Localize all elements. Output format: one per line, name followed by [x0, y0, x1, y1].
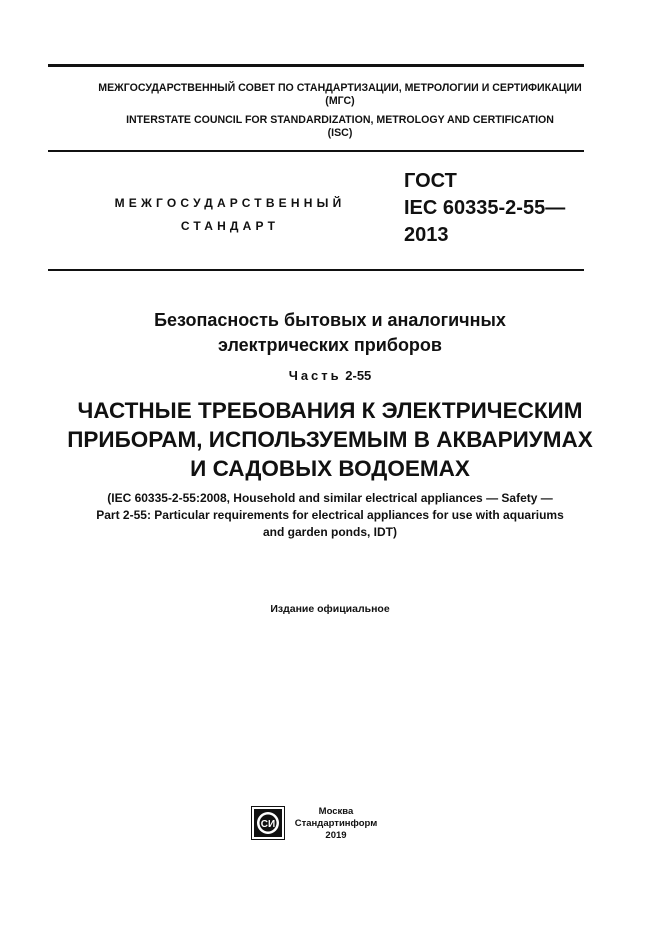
council-en-line2: (ISC) [327, 127, 353, 139]
part-heading [20, 368, 640, 383]
publisher-year: 2019 [325, 830, 347, 841]
logo-text: СИ [260, 819, 276, 830]
iec-line3: and garden ponds, IDT) [263, 525, 397, 539]
council-ru-line2: (МГС) [325, 95, 355, 107]
document-title [20, 308, 640, 358]
council-name-ru [48, 82, 632, 108]
subtitle-line2: ПРИБОРАМ, ИСПОЛЬЗУЕМЫМ В АКВАРИУМАХ [67, 427, 593, 452]
part-label: Часть [288, 368, 342, 383]
council-ru-line1: МЕЖГОСУДАРСТВЕННЫЙ СОВЕТ ПО СТАНДАРТИЗАЦИИ, МЕТРОЛОГИИ И СЕРТИФИКАЦИИ [98, 82, 582, 94]
iec-line1: (IEC 60335-2-55:2008, Household and similar electrical appliances — Safety — [107, 491, 553, 505]
middle-rule [48, 150, 584, 152]
gost-line1: ГОСТ [404, 170, 457, 192]
standard-label-line1: МЕЖГОСУДАРСТВЕННЫЙ [114, 196, 346, 210]
top-rule [48, 64, 584, 67]
lower-rule [48, 269, 584, 271]
iec-reference [30, 490, 630, 541]
part-number: 2-55 [345, 368, 372, 383]
gost-line3: 2013 [404, 224, 449, 246]
subtitle-line3: И САДОВЫХ ВОДОЕМАХ [190, 456, 470, 481]
gost-line2: IEC 60335-2-55— [404, 197, 566, 219]
edition-label: Издание официальное [270, 603, 390, 615]
iec-line2: Part 2-55: Particular requirements for electrical appliances for use with aquariums [96, 508, 564, 522]
document-subtitle [20, 396, 640, 483]
standard-label-line2: СТАНДАРТ [180, 219, 280, 233]
standartinform-logo [251, 806, 285, 840]
publisher-block [292, 806, 380, 842]
council-en-line1: INTERSTATE COUNCIL FOR STANDARDIZATION, METROLOGY AND CERTIFICATION [126, 114, 554, 126]
publisher-name: Стандартинформ [294, 818, 378, 829]
publisher-city: Москва [318, 806, 354, 817]
logo-emblem-icon [251, 806, 285, 840]
council-name-en [48, 114, 632, 140]
title-line2: электрических приборов [217, 335, 442, 355]
standard-label [80, 192, 380, 238]
gost-designation [404, 168, 565, 249]
title-line1: Безопасность бытовых и аналогичных [154, 310, 506, 330]
subtitle-line1: ЧАСТНЫЕ ТРЕБОВАНИЯ К ЭЛЕКТРИЧЕСКИМ [77, 398, 583, 423]
